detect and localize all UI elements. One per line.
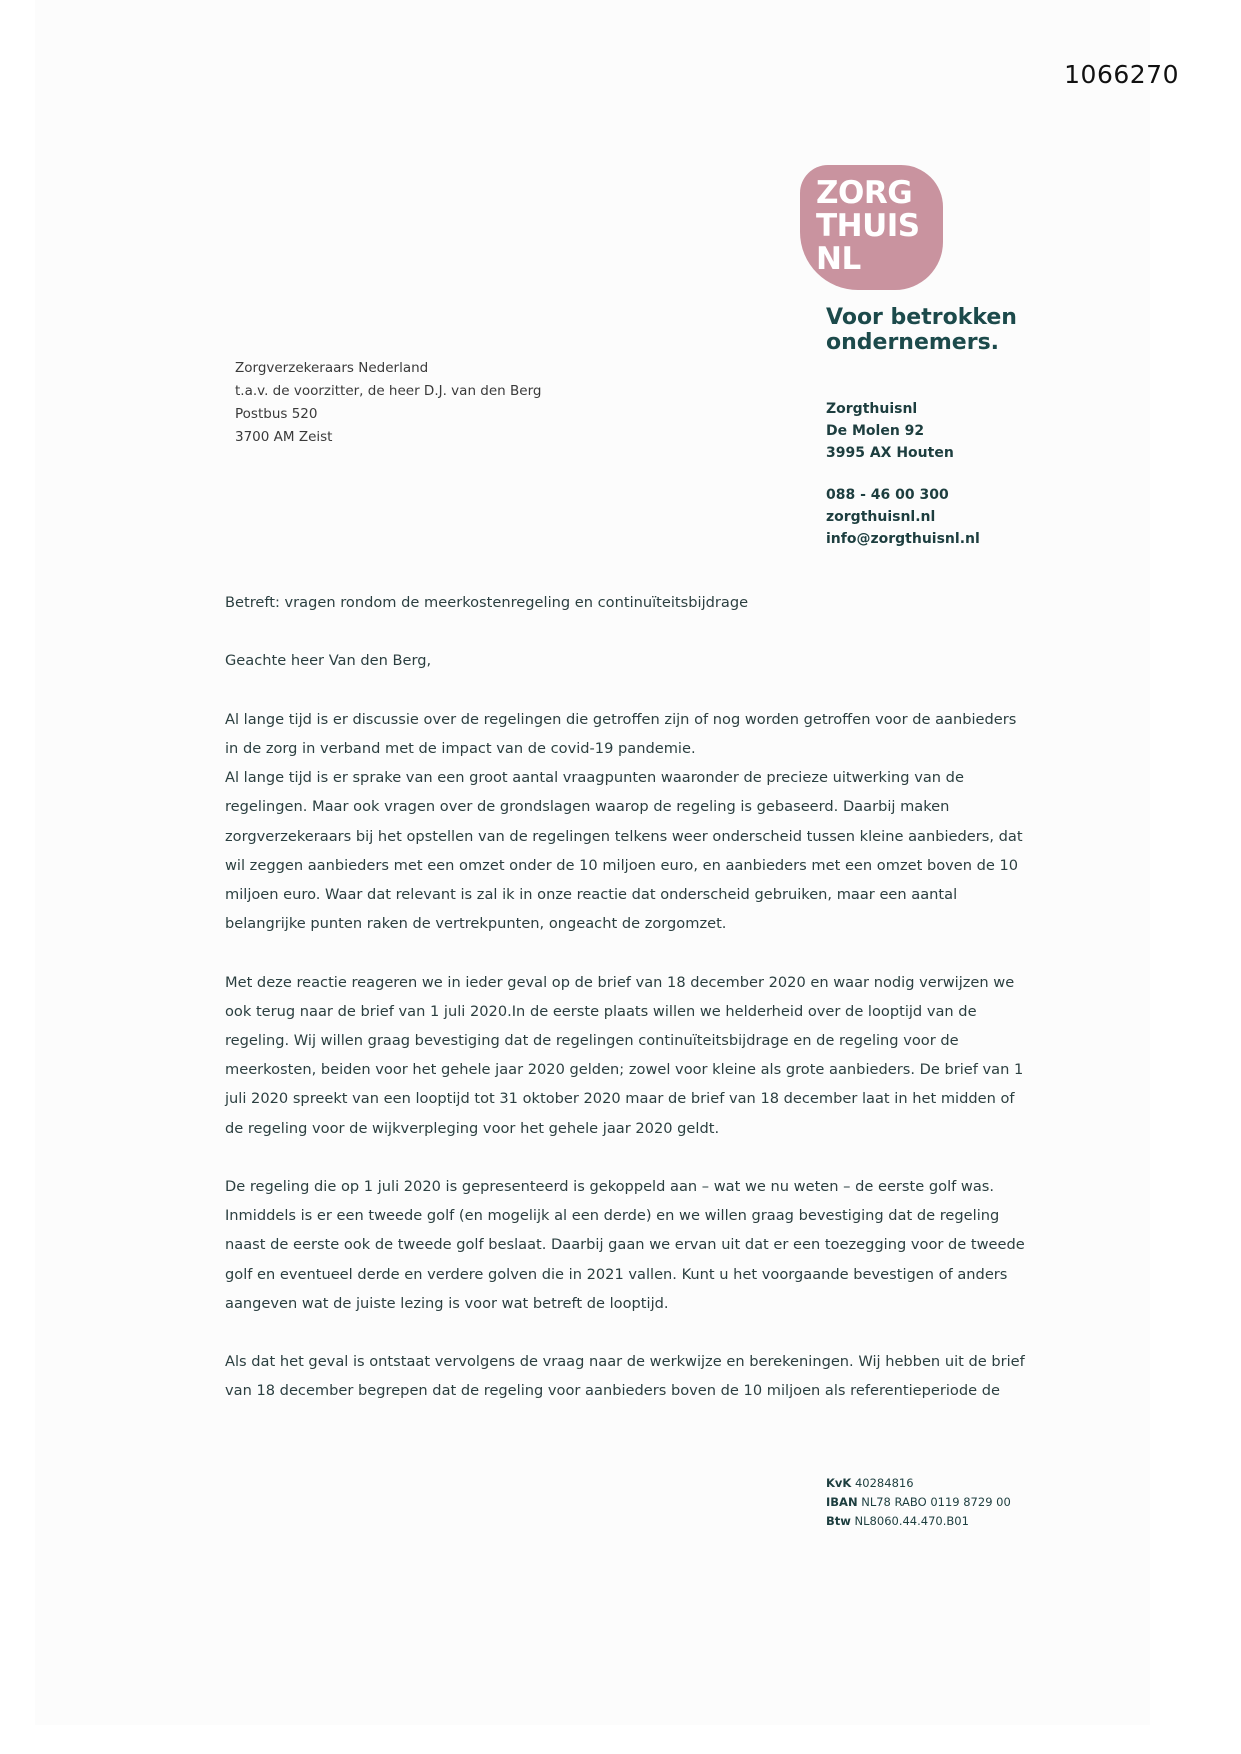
- kvk-line: [826, 1474, 1011, 1493]
- recipient-line-2: t.a.v. de voorzitter, de heer D.J. van den Berg: [235, 383, 542, 399]
- paragraph-2: [225, 968, 1025, 1143]
- letter-body: [225, 588, 1025, 1406]
- logo-line-3: NL: [816, 241, 861, 277]
- body-line: naast de eerste ook de tweede golf beslaat. Daarbij gaan we ervan uit dat er een toezegging voor de tweede: [225, 1236, 1025, 1254]
- recipient-line-3: Postbus 520: [235, 406, 318, 422]
- body-line: belangrijke punten raken de vertrekpunten, ongeacht de zorgomzet.: [225, 915, 727, 933]
- body-line: meerkosten, beiden voor het gehele jaar 2020 gelden; zowel voor kleine als grote aanbieders. De brief van 1: [225, 1061, 1024, 1079]
- kvk-label: KvK: [826, 1476, 852, 1490]
- body-line: zorgverzekeraars bij het opstellen van de regelingen telkens weer onderscheid tussen kleine aanbieders, dat: [225, 827, 1023, 845]
- paragraph-1: [225, 705, 1025, 939]
- recipient-address-block: [235, 357, 541, 449]
- body-line: De regeling die op 1 juli 2020 is gepresenteerd is gekoppeld aan – wat we nu weten – de eerste golf was.: [225, 1178, 995, 1195]
- body-line: regelingen. Maar ook vragen over de grondslagen waarop de regeling is gebaseerd. Daarbij maken: [225, 798, 950, 816]
- zorgthuisnl-logo: [800, 165, 943, 290]
- iban-value: NL78 RABO 0119 8729 00: [861, 1495, 1011, 1509]
- sender-street: De Molen 92: [826, 423, 925, 439]
- sender-email: info@zorgthuisnl.nl: [826, 531, 980, 547]
- tagline-line-1: Voor betrokken: [826, 305, 1017, 330]
- sender-website: zorgthuisnl.nl: [826, 509, 936, 525]
- sender-address-block: [826, 398, 980, 550]
- body-line: ook terug naar de brief van 1 juli 2020.In de eerste plaats willen we helderheid over de looptijd van de: [225, 1002, 977, 1020]
- document-id: 1066270: [1064, 60, 1179, 89]
- body-line: van 18 december begrepen dat de regeling voor aanbieders boven de 10 miljoen als referentieperiode de: [225, 1382, 1000, 1400]
- salutation: Geachte heer Van den Berg,: [225, 652, 432, 670]
- btw-value: NL8060.44.470.B01: [854, 1514, 969, 1528]
- iban-line: [826, 1493, 1011, 1512]
- sender-name: Zorgthuisnl: [826, 401, 918, 417]
- body-line: juli 2020 spreekt van een looptijd tot 31 oktober 2020 maar de brief van 18 december laat in het midden of: [225, 1090, 1015, 1108]
- body-line: Al lange tijd is er discussie over de regelingen die getroffen zijn of nog worden getroffen voor de aanbieders: [225, 710, 1017, 728]
- btw-label: Btw: [826, 1514, 851, 1528]
- iban-label: IBAN: [826, 1495, 858, 1509]
- sender-city: 3995 AX Houten: [826, 445, 954, 461]
- logo-line-2: THUIS: [816, 208, 920, 244]
- logo-line-1: ZORG: [816, 175, 913, 211]
- btw-line: [826, 1512, 1011, 1531]
- tagline: [826, 305, 1017, 355]
- paragraph-3: [225, 1172, 1025, 1318]
- body-line: aangeven wat de juiste lezing is voor wat betreft de looptijd.: [225, 1294, 669, 1312]
- subject-line: Betreft: vragen rondom de meerkostenregeling en continuïteitsbijdrage: [225, 594, 749, 611]
- body-line: wil zeggen aanbieders met een omzet onder de 10 miljoen euro, en aanbieders met een omzet boven de 10: [225, 856, 1019, 874]
- body-line: golf en eventueel derde en verdere golven die in 2021 vallen. Kunt u het voorgaande bevestigen of anders: [225, 1265, 1008, 1283]
- body-line: de regeling voor de wijkverpleging voor het gehele jaar 2020 geldt.: [225, 1119, 720, 1137]
- company-registration-footer: [826, 1474, 1011, 1531]
- body-line: Al lange tijd is er sprake van een groot aantal vraagpunten waaronder de precieze uitwerking van de: [225, 769, 964, 787]
- body-line: regeling. Wij willen graag bevestiging dat de regelingen continuïteitsbijdrage en de regeling voor de: [225, 1032, 959, 1049]
- tagline-line-2: ondernemers.: [826, 330, 1000, 355]
- body-line: miljoen euro. Waar dat relevant is zal ik in onze reactie dat onderscheid gebruiken, maar een aantal: [225, 886, 958, 903]
- body-line: in de zorg in verband met de impact van de covid-19 pandemie.: [225, 739, 696, 757]
- kvk-value: 40284816: [854, 1476, 914, 1490]
- recipient-line-4: 3700 AM Zeist: [235, 429, 333, 445]
- paragraph-4: [225, 1347, 1025, 1405]
- sender-phone: 088 - 46 00 300: [826, 487, 949, 503]
- recipient-line-1: Zorgverzekeraars Nederland: [235, 360, 429, 376]
- body-line: Met deze reactie reageren we in ieder geval op de brief van 18 december 2020 en waar nodig verwijzen we: [225, 973, 1015, 991]
- body-line: Als dat het geval is ontstaat vervolgens de vraag naar de werkwijze en berekeningen. Wij hebben uit de brief: [225, 1353, 1025, 1371]
- body-line: Inmiddels is er een tweede golf (en mogelijk al een derde) en we willen graag bevestiging dat de regeling: [225, 1207, 1000, 1225]
